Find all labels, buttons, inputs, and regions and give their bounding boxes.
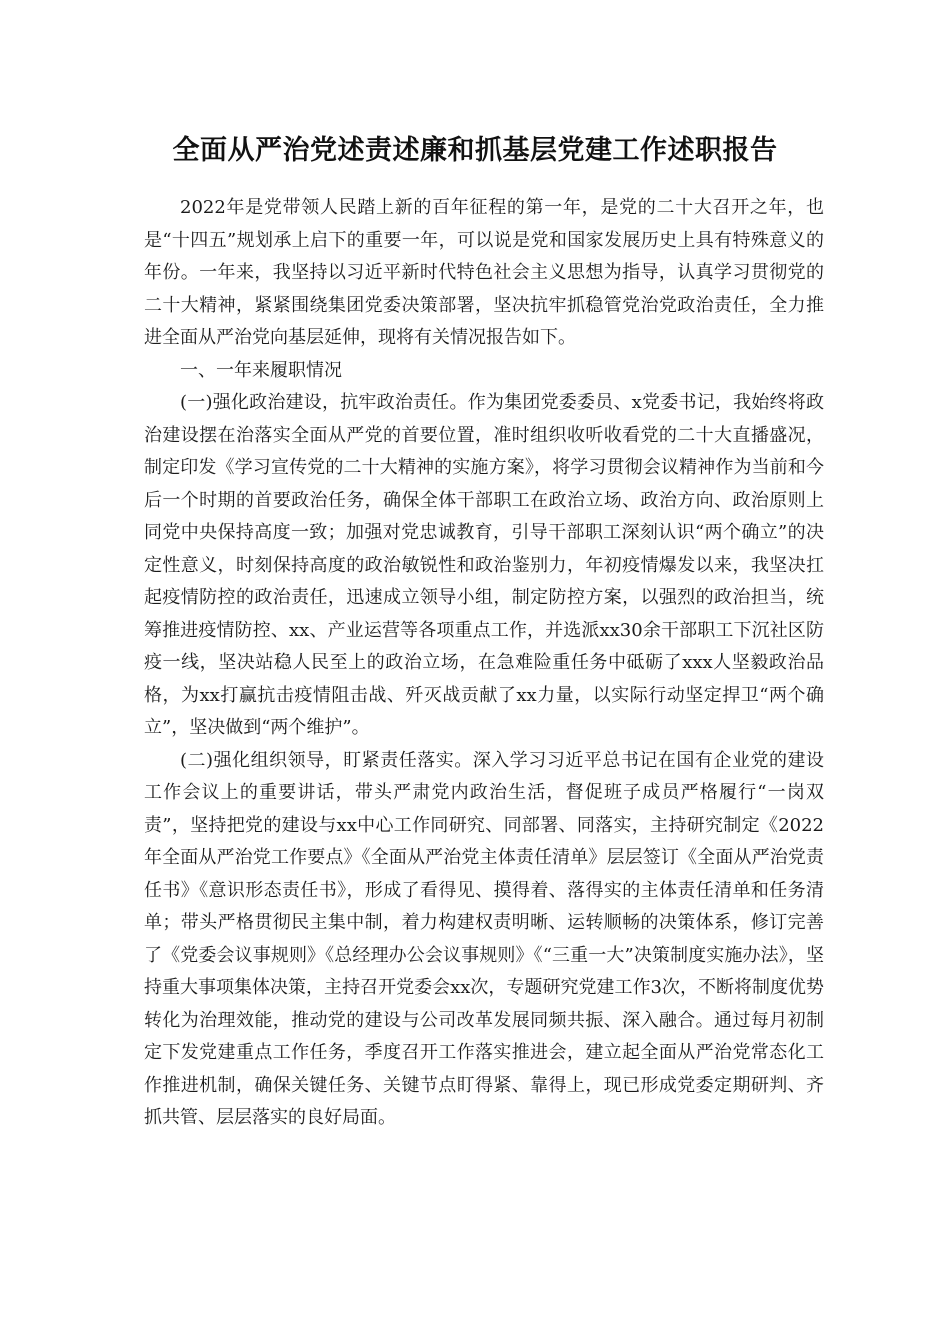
document-body (144, 192, 824, 1135)
subsection-paragraph-2: (二)强化组织领导，盯紧责任落实。深入学习习近平总书记在国有企业党的建设工作会议上的重要讲话，带头严肃党内政治生活，督促班子成员严格履行“一岗双责”，坚持把党的建设与xx中心工作同研究、同部署、同落实，主持研究制定《2022年全面从严治党工作要点》《全面从严治党主体责任清单》层层签订《全面从严治党责任书》《意识形态责任书》，形成了看得见、摸得着、落得实的主体责任清单和任务清单；带头严格贯彻民主集中制，着力构建权责明晰、运转顺畅的决策体系，修订完善了《党委会议事规则》《总经理办公会议事规则》《“三重一大”决策制度实施办法》，坚持重大事项集体决策，主持召开党委会xx次，专题研究党建工作3次，不断将制度优势转化为治理效能，推动党的建设与公司改革发展同频共振、深入融合。通过每月初制定下发党建重点工作任务，季度召开工作落实推进会，建立起全面从严治党常态化工作推进机制，确保关键任务、关键节点盯得紧、靠得上，现已形成党委定期研判、齐抓共管、层层落实的良好局面。 (144, 749, 824, 1128)
subsection-paragraph-1: (一)强化政治建设，抗牢政治责任。作为集团党委委员、x党委书记，我始终将政治建设摆在治落实全面从严党的首要位置，准时组织收听收看党的二十大直播盛况，制定印发《学习宣传党的二十大精神的实施方案》，将学习贯彻会议精神作为当前和今后一个时期的首要政治任务，确保全体干部职工在政治立场、政治方向、政治原则上同党中央保持高度一致；加强对党忠诚教育，引导干部职工深刻认识“两个确立”的决定性意义，时刻保持高度的政治敏锐性和政治鉴别力，年初疫情爆发以来，我坚决扛起疫情防控的政治责任，迅速成立领导小组，制定防控方案，以强烈的政治担当，统筹推进疫情防控、xx、产业运营等各项重点工作，并选派xx30余干部职工下沉社区防疫一线，坚决站稳人民至上的政治立场，在急难险重任务中砥砺了xxx人坚毅政治品格，为xx打赢抗击疫情阻击战、歼灭战贡献了xx力量，以实际行动坚定捍卫“两个确立”，坚决做到“两个维护”。 (144, 392, 824, 738)
document-title: 全面从严治党述责述廉和抓基层党建工作述职报告 (172, 135, 778, 167)
section-heading: 一、一年来履职情况 (180, 359, 342, 381)
intro-paragraph: 2022年是党带领人民踏上新的百年征程的第一年，是党的二十大召开之年，也是“十四五”规划承上启下的重要一年，可以说是党和国家发展历史上具有特殊意义的年份。一年来，我坚持以习近平新时代特色社会主义思想为指导，认真学习贯彻党的二十大精神，紧紧围绕集团党委决策部署，坚决抗牢抓稳管党治党政治责任，全力推进全面从严治党向基层延伸，现将有关情况报告如下。 (144, 197, 824, 348)
